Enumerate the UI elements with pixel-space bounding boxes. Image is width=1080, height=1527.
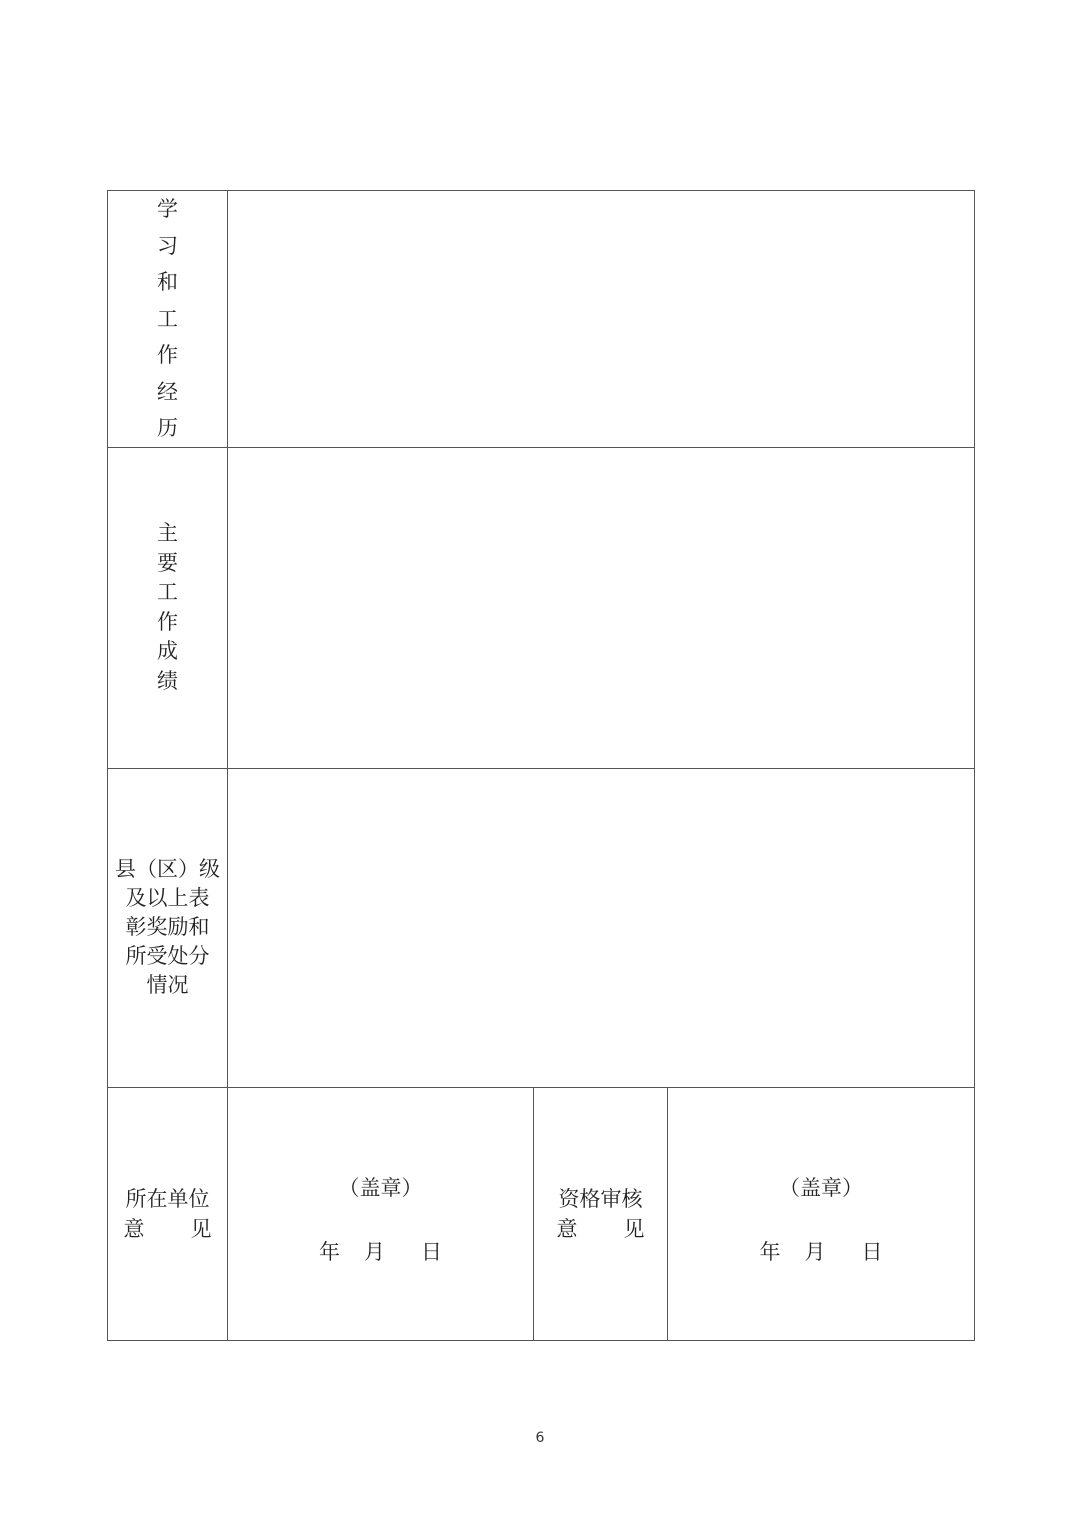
qualification-review-content[interactable]: [668, 1087, 975, 1340]
main-achievements-label-chars: [108, 519, 227, 696]
unit-opinion-label: [108, 1087, 228, 1340]
unit-opinion-year: 年: [319, 1239, 340, 1264]
label-char: 主: [157, 521, 178, 545]
unit-opinion-label-jian: 见: [190, 1216, 212, 1241]
label-char: 工: [157, 580, 178, 604]
registration-form-table: [107, 190, 975, 1341]
unit-opinion-stamp: （盖章）: [338, 1175, 423, 1200]
qualification-review-label-jian: 见: [623, 1216, 645, 1241]
qualification-review-label-text: [557, 1184, 645, 1244]
label-line: 情况: [146, 973, 189, 997]
unit-opinion-label-line1: 所在单位: [125, 1186, 210, 1211]
main-achievements-content[interactable]: [228, 447, 975, 768]
label-char: 学: [157, 197, 178, 221]
page-number: 6: [535, 1430, 545, 1446]
qualification-review-stamp: （盖章）: [779, 1175, 863, 1200]
study-work-history-label: [108, 191, 228, 448]
unit-opinion-label-line2: [124, 1214, 212, 1244]
label-line: 所受处分: [125, 944, 210, 968]
unit-opinion-label-text: [124, 1184, 212, 1244]
label-line: 及以上表: [125, 886, 210, 910]
label-char: 历: [157, 416, 178, 440]
main-achievements-label: [108, 447, 228, 768]
unit-opinion-content[interactable]: [228, 1087, 534, 1340]
qualification-review-label: [534, 1087, 668, 1340]
label-line: 县（区）级: [115, 857, 220, 881]
qualification-review-date: [668, 1236, 974, 1266]
qualification-review-day: 日: [861, 1239, 883, 1264]
label-line: 彰奖励和: [125, 915, 210, 939]
unit-opinion-month: 月: [364, 1239, 385, 1264]
study-work-history-label-chars: [108, 191, 227, 447]
label-char: 工: [157, 306, 178, 331]
awards-penalties-label: [108, 768, 228, 1087]
qualification-review-label-yi: 意: [556, 1216, 578, 1241]
qualification-review-month: 月: [804, 1239, 826, 1264]
label-char: 作: [157, 343, 178, 367]
label-char: 绩: [157, 668, 178, 693]
unit-opinion-date: [228, 1236, 533, 1266]
label-char: 要: [157, 550, 178, 575]
qualification-review-label-line1: 资格审核: [558, 1186, 643, 1211]
qualification-review-label-line2: [557, 1214, 645, 1244]
study-work-history-row: [108, 191, 975, 448]
study-work-history-content[interactable]: [228, 191, 975, 448]
label-char: 经: [157, 379, 178, 404]
label-char: 习: [157, 233, 178, 258]
awards-penalties-label-lines: [108, 855, 227, 1000]
main-achievements-row: [108, 447, 975, 768]
label-char: 作: [157, 609, 178, 634]
unit-opinion-day: 日: [421, 1239, 442, 1264]
label-char: 和: [157, 270, 178, 294]
awards-penalties-row: [108, 768, 975, 1087]
label-char: 成: [157, 639, 178, 663]
qualification-review-year: 年: [759, 1239, 781, 1264]
awards-penalties-content[interactable]: [228, 768, 975, 1087]
opinions-row: [108, 1087, 975, 1340]
unit-opinion-label-yi: 意: [123, 1216, 145, 1241]
